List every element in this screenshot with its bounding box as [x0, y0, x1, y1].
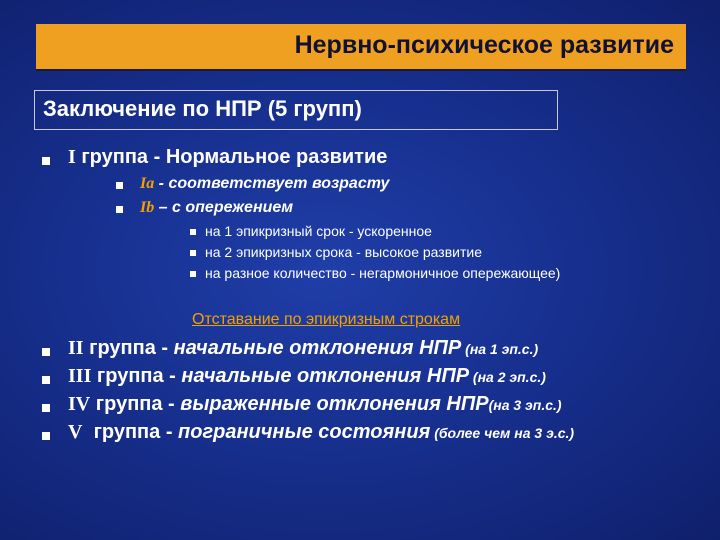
- group1a-code: Ia: [140, 175, 155, 192]
- bullet-icon: [190, 229, 196, 235]
- group-row: [68, 337, 538, 360]
- group1b-code: Ib: [140, 199, 155, 216]
- group1a-item: [140, 175, 389, 193]
- bullet-icon: [42, 404, 50, 412]
- bullet-icon: [116, 206, 123, 213]
- group-note: (более чем на 3 э.с.): [430, 425, 575, 441]
- group1b-text: – с опережением: [154, 199, 294, 216]
- title-bar: [36, 24, 686, 71]
- group-label: группа -: [82, 421, 179, 443]
- group-desc: выраженные отклонения НПР: [180, 393, 489, 415]
- group-note: (на 3 эп.с.): [488, 397, 562, 413]
- group1-text: группа - Нормальное развитие: [75, 146, 388, 168]
- group-row: [68, 421, 574, 444]
- group1-heading: [68, 146, 387, 169]
- lag-heading-link[interactable]: Отставание по эпикризным строкам: [192, 311, 461, 328]
- group1a-text: - соответствует возрасту: [154, 175, 390, 192]
- bullet-icon: [190, 271, 196, 277]
- group1b-item: [140, 199, 293, 217]
- subsub-item-3: на разное количество - негармоничное опережающее): [205, 265, 561, 281]
- group-desc: пограничные состояния: [178, 421, 431, 443]
- group-row: [68, 393, 562, 416]
- group-desc: начальные отклонения НПР: [173, 337, 462, 359]
- subsub-item-1: на 1 эпикризный срок - ускоренное: [205, 223, 432, 239]
- group-label: группа -: [91, 365, 182, 387]
- bullet-icon: [190, 250, 196, 256]
- subtitle: Заключение по НПР (5 групп): [43, 96, 362, 121]
- group-number: IV: [68, 393, 91, 415]
- group1-number: I: [68, 146, 76, 168]
- group-label: группа -: [83, 337, 174, 359]
- group-note: (на 2 эп.с.): [469, 369, 546, 385]
- subsub-item-2: на 2 эпикризных срока - высокое развитие: [205, 244, 482, 260]
- group-desc: начальные отклонения НПР: [181, 365, 470, 387]
- bullet-icon: [42, 376, 50, 384]
- bullet-icon: [42, 348, 50, 356]
- bullet-icon: [42, 432, 50, 440]
- group-number: II: [68, 337, 84, 359]
- subtitle-box: [34, 90, 558, 130]
- group-note: (на 1 эп.с.): [461, 341, 539, 357]
- group-label: группа -: [90, 393, 181, 415]
- group-number: V: [68, 421, 83, 443]
- group-row: [68, 365, 546, 388]
- bullet-icon: [42, 157, 50, 165]
- group-number: III: [68, 365, 92, 387]
- bullet-icon: [116, 182, 123, 189]
- page-title: Нервно-психическое развитие: [294, 31, 674, 59]
